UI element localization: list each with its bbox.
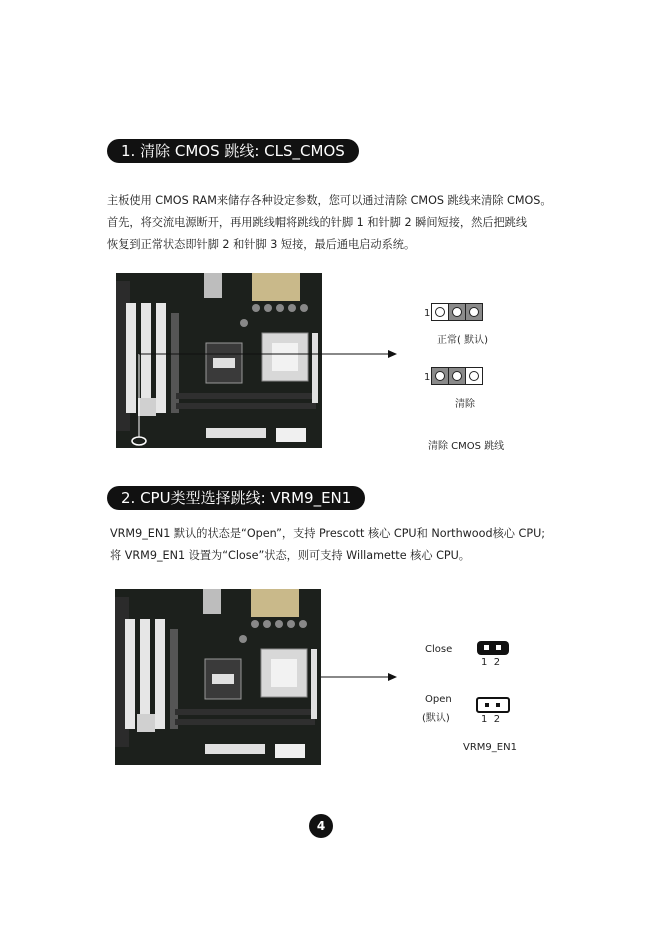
section2-caption: VRM9_EN1 [463, 742, 517, 753]
section1-title: 1. 清除 CMOS 跳线: CLS_CMOS [107, 139, 359, 163]
normal-label: 正常( 默认) [437, 335, 488, 346]
clear-pin1-label: 1 [424, 372, 431, 383]
close-pins-label: 1 2 [481, 657, 501, 668]
jumper-pin [449, 304, 466, 320]
jumper-pin [466, 368, 482, 384]
jumper-normal [431, 303, 483, 321]
section1-line-3: 恢复到正常状态即针脚 2 和针脚 3 短接，最后通电启动系统。 [107, 238, 416, 251]
section1-line-1: 主板使用 CMOS RAM来储存各种设定参数，您可以通过清除 CMOS 跳线来清除 CMOS。 [107, 194, 552, 207]
jumper-pin [432, 368, 449, 384]
jumper-pin [432, 304, 449, 320]
section2-line-2: 将 VRM9_EN1 设置为“Close”状态，则可支持 Willamette 核心 CPU。 [110, 549, 470, 562]
jumper-pin [466, 304, 482, 320]
open-pins-label: 1 2 [481, 714, 501, 725]
section1-caption: 清除 CMOS 跳线 [428, 441, 505, 452]
motherboard-illustration-2 [115, 589, 321, 765]
jumper-pin [449, 368, 466, 384]
section2-paragraph [110, 523, 545, 567]
open-label: Open [425, 694, 452, 705]
normal-pin1-label: 1 [424, 308, 431, 319]
clear-label: 清除 [455, 399, 475, 410]
page-number: 4 [309, 814, 333, 838]
section2-title: 2. CPU类型选择跳线: VRM9_EN1 [107, 486, 365, 510]
section2-line-1: VRM9_EN1 默认的状态是“Open”，支持 Prescott 核心 CPU和 Northwood核心 CPU; [110, 527, 546, 540]
motherboard-image-2 [115, 589, 321, 765]
section1-line-2: 首先，将交流电源断开，再用跳线帽将跳线的针脚 1 和针脚 2 瞬间短接，然后把跳线 [107, 216, 528, 229]
jumper-close-icon [477, 641, 509, 655]
jumper-open-icon [476, 697, 510, 713]
close-label: Close [425, 644, 453, 655]
jumper-clear [431, 367, 483, 385]
open-default-label: (默认) [422, 713, 450, 724]
